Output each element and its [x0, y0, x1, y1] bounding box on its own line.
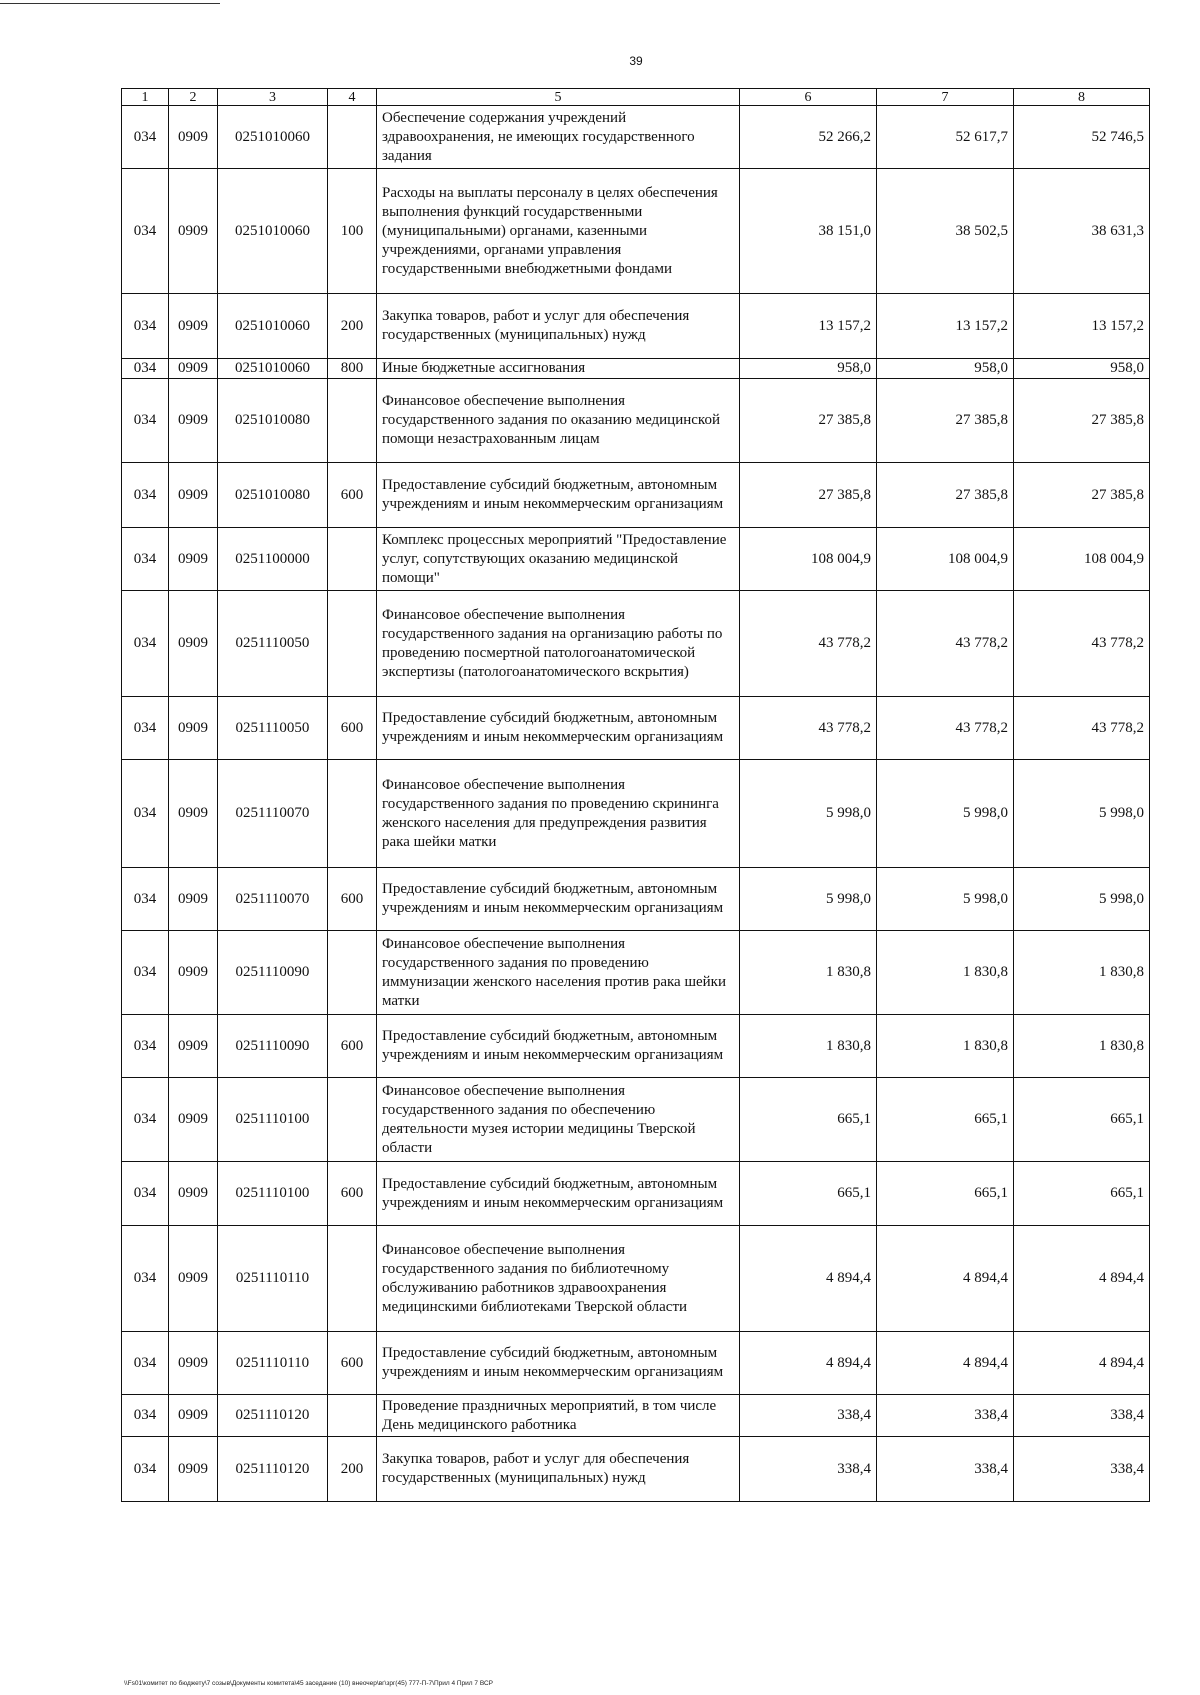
ministry-code-cell: 034: [122, 379, 169, 463]
description-cell: Финансовое обеспечение выполнения государственного задания по обеспечению деятельности музея истории медицины Тверской области: [377, 1078, 740, 1162]
ministry-code-cell: 034: [122, 868, 169, 931]
description-cell: Предоставление субсидий бюджетным, автономным учреждениям и иным некоммерческим организациям: [377, 868, 740, 931]
amount-year2-cell: 43 778,2: [877, 591, 1014, 697]
target-article-cell: 0251010080: [218, 463, 328, 528]
col-header-8: 8: [1014, 89, 1150, 106]
amount-year2-cell: 38 502,5: [877, 169, 1014, 294]
amount-year3-cell: 665,1: [1014, 1078, 1150, 1162]
section-code-cell: 0909: [169, 1015, 218, 1078]
amount-year3-cell: 665,1: [1014, 1162, 1150, 1226]
table-header-row: [122, 89, 1150, 106]
target-article-cell: 0251010060: [218, 359, 328, 379]
expense-type-cell: 600: [328, 1015, 377, 1078]
budget-table: [121, 88, 1150, 1502]
ministry-code-cell: 034: [122, 1332, 169, 1395]
expense-type-cell: [328, 1395, 377, 1437]
expense-type-cell: [328, 106, 377, 169]
section-code-cell: 0909: [169, 379, 218, 463]
description-cell: Иные бюджетные ассигнования: [377, 359, 740, 379]
amount-year2-cell: 665,1: [877, 1162, 1014, 1226]
ministry-code-cell: 034: [122, 106, 169, 169]
target-article-cell: 0251110070: [218, 868, 328, 931]
ministry-code-cell: 034: [122, 1162, 169, 1226]
expense-type-cell: 800: [328, 359, 377, 379]
amount-year2-cell: 665,1: [877, 1078, 1014, 1162]
description-cell: Обеспечение содержания учреждений здравоохранения, не имеющих государственного задания: [377, 106, 740, 169]
expense-type-cell: 600: [328, 697, 377, 760]
description-cell: Закупка товаров, работ и услуг для обеспечения государственных (муниципальных) нужд: [377, 1437, 740, 1502]
amount-year3-cell: 338,4: [1014, 1395, 1150, 1437]
description-cell: Финансовое обеспечение выполнения государственного задания по оказанию медицинской помощи незастрахованным лицам: [377, 379, 740, 463]
expense-type-cell: [328, 591, 377, 697]
table-row: [122, 868, 1150, 931]
amount-year2-cell: 1 830,8: [877, 1015, 1014, 1078]
ministry-code-cell: 034: [122, 591, 169, 697]
table-row: [122, 528, 1150, 591]
amount-year1-cell: 5 998,0: [740, 760, 877, 868]
amount-year3-cell: 338,4: [1014, 1437, 1150, 1502]
expense-type-cell: 600: [328, 463, 377, 528]
target-article-cell: 0251110100: [218, 1162, 328, 1226]
amount-year1-cell: 13 157,2: [740, 294, 877, 359]
amount-year3-cell: 27 385,8: [1014, 379, 1150, 463]
amount-year1-cell: 338,4: [740, 1437, 877, 1502]
description-cell: Предоставление субсидий бюджетным, автономным учреждениям и иным некоммерческим организациям: [377, 1162, 740, 1226]
ministry-code-cell: 034: [122, 169, 169, 294]
description-cell: Комплекс процессных мероприятий "Предоставление услуг, сопутствующих оказанию медицинской помощи": [377, 528, 740, 591]
section-code-cell: 0909: [169, 868, 218, 931]
ministry-code-cell: 034: [122, 1395, 169, 1437]
amount-year2-cell: 4 894,4: [877, 1226, 1014, 1332]
target-article-cell: 0251110120: [218, 1437, 328, 1502]
amount-year3-cell: 38 631,3: [1014, 169, 1150, 294]
amount-year2-cell: 1 830,8: [877, 931, 1014, 1015]
amount-year3-cell: 52 746,5: [1014, 106, 1150, 169]
amount-year3-cell: 13 157,2: [1014, 294, 1150, 359]
target-article-cell: 0251010080: [218, 379, 328, 463]
amount-year1-cell: 1 830,8: [740, 931, 877, 1015]
amount-year1-cell: 1 830,8: [740, 1015, 877, 1078]
expense-type-cell: 600: [328, 1162, 377, 1226]
description-cell: Финансовое обеспечение выполнения государственного задания по проведению скрининга женского населения для предупреждения развития рака шейки матки: [377, 760, 740, 868]
section-code-cell: 0909: [169, 1226, 218, 1332]
amount-year3-cell: 5 998,0: [1014, 760, 1150, 868]
target-article-cell: 0251010060: [218, 169, 328, 294]
amount-year2-cell: 43 778,2: [877, 697, 1014, 760]
page-number: 39: [629, 54, 643, 68]
table-row: [122, 463, 1150, 528]
col-header-4: 4: [328, 89, 377, 106]
table-row: [122, 359, 1150, 379]
amount-year2-cell: 27 385,8: [877, 379, 1014, 463]
description-cell: Предоставление субсидий бюджетным, автономным учреждениям и иным некоммерческим организациям: [377, 1332, 740, 1395]
amount-year2-cell: 5 998,0: [877, 760, 1014, 868]
col-header-7: 7: [877, 89, 1014, 106]
col-header-5: 5: [377, 89, 740, 106]
ministry-code-cell: 034: [122, 528, 169, 591]
target-article-cell: 0251110090: [218, 931, 328, 1015]
section-code-cell: 0909: [169, 760, 218, 868]
amount-year2-cell: 338,4: [877, 1437, 1014, 1502]
amount-year2-cell: 958,0: [877, 359, 1014, 379]
description-cell: Финансовое обеспечение выполнения государственного задания по проведению иммунизации женского населения против рака шейки матки: [377, 931, 740, 1015]
target-article-cell: 0251110110: [218, 1332, 328, 1395]
col-header-1: 1: [122, 89, 169, 106]
amount-year1-cell: 338,4: [740, 1395, 877, 1437]
table-row: [122, 1437, 1150, 1502]
amount-year1-cell: 108 004,9: [740, 528, 877, 591]
scan-edge-line: [0, 3, 220, 4]
ministry-code-cell: 034: [122, 359, 169, 379]
expense-type-cell: 200: [328, 1437, 377, 1502]
table-body: [122, 106, 1150, 1502]
target-article-cell: 0251110070: [218, 760, 328, 868]
table-row: [122, 1226, 1150, 1332]
amount-year2-cell: 27 385,8: [877, 463, 1014, 528]
description-cell: Расходы на выплаты персоналу в целях обеспечения выполнения функций государственными (муниципальными) органами, казенными учреждениями, органами управления государственными внебюджетными фондами: [377, 169, 740, 294]
expense-type-cell: [328, 1226, 377, 1332]
ministry-code-cell: 034: [122, 294, 169, 359]
ministry-code-cell: 034: [122, 1078, 169, 1162]
table-row: [122, 1078, 1150, 1162]
description-cell: Предоставление субсидий бюджетным, автономным учреждениям и иным некоммерческим организациям: [377, 697, 740, 760]
description-cell: Закупка товаров, работ и услуг для обеспечения государственных (муниципальных) нужд: [377, 294, 740, 359]
amount-year3-cell: 43 778,2: [1014, 697, 1150, 760]
amount-year1-cell: 5 998,0: [740, 868, 877, 931]
amount-year1-cell: 4 894,4: [740, 1226, 877, 1332]
table-row: [122, 1332, 1150, 1395]
amount-year1-cell: 958,0: [740, 359, 877, 379]
amount-year1-cell: 27 385,8: [740, 379, 877, 463]
amount-year3-cell: 958,0: [1014, 359, 1150, 379]
table-row: [122, 106, 1150, 169]
amount-year1-cell: 38 151,0: [740, 169, 877, 294]
section-code-cell: 0909: [169, 528, 218, 591]
section-code-cell: 0909: [169, 106, 218, 169]
amount-year3-cell: 1 830,8: [1014, 1015, 1150, 1078]
expense-type-cell: [328, 760, 377, 868]
ministry-code-cell: 034: [122, 1437, 169, 1502]
amount-year1-cell: 665,1: [740, 1162, 877, 1226]
amount-year3-cell: 4 894,4: [1014, 1226, 1150, 1332]
ministry-code-cell: 034: [122, 697, 169, 760]
table-row: [122, 931, 1150, 1015]
col-header-3: 3: [218, 89, 328, 106]
expense-type-cell: 600: [328, 868, 377, 931]
ministry-code-cell: 034: [122, 1226, 169, 1332]
expense-type-cell: 100: [328, 169, 377, 294]
expense-type-cell: 600: [328, 1332, 377, 1395]
amount-year3-cell: 4 894,4: [1014, 1332, 1150, 1395]
amount-year3-cell: 108 004,9: [1014, 528, 1150, 591]
section-code-cell: 0909: [169, 697, 218, 760]
amount-year2-cell: 4 894,4: [877, 1332, 1014, 1395]
section-code-cell: 0909: [169, 359, 218, 379]
table-row: [122, 169, 1150, 294]
amount-year3-cell: 5 998,0: [1014, 868, 1150, 931]
section-code-cell: 0909: [169, 463, 218, 528]
amount-year3-cell: 1 830,8: [1014, 931, 1150, 1015]
amount-year1-cell: 27 385,8: [740, 463, 877, 528]
section-code-cell: 0909: [169, 1162, 218, 1226]
amount-year1-cell: 43 778,2: [740, 697, 877, 760]
col-header-2: 2: [169, 89, 218, 106]
section-code-cell: 0909: [169, 591, 218, 697]
table-row: [122, 760, 1150, 868]
description-cell: Финансовое обеспечение выполнения государственного задания на организацию работы по проведению посмертной патологоанатомической экспертизы (патологоанатомического вскрытия): [377, 591, 740, 697]
table-row: [122, 697, 1150, 760]
ministry-code-cell: 034: [122, 760, 169, 868]
target-article-cell: 0251110110: [218, 1226, 328, 1332]
expense-type-cell: [328, 379, 377, 463]
expense-type-cell: 200: [328, 294, 377, 359]
amount-year2-cell: 13 157,2: [877, 294, 1014, 359]
section-code-cell: 0909: [169, 1332, 218, 1395]
description-cell: Финансовое обеспечение выполнения государственного задания по библиотечному обслуживанию работников здравоохранения медицинскими библиотеками Тверской области: [377, 1226, 740, 1332]
col-header-6: 6: [740, 89, 877, 106]
amount-year2-cell: 5 998,0: [877, 868, 1014, 931]
table-row: [122, 591, 1150, 697]
target-article-cell: 0251110090: [218, 1015, 328, 1078]
amount-year2-cell: 338,4: [877, 1395, 1014, 1437]
target-article-cell: 0251110120: [218, 1395, 328, 1437]
target-article-cell: 0251100000: [218, 528, 328, 591]
section-code-cell: 0909: [169, 169, 218, 294]
amount-year2-cell: 52 617,7: [877, 106, 1014, 169]
section-code-cell: 0909: [169, 1078, 218, 1162]
table-row: [122, 1395, 1150, 1437]
target-article-cell: 0251010060: [218, 294, 328, 359]
expense-type-cell: [328, 1078, 377, 1162]
ministry-code-cell: 034: [122, 931, 169, 1015]
amount-year2-cell: 108 004,9: [877, 528, 1014, 591]
table-row: [122, 1162, 1150, 1226]
amount-year1-cell: 43 778,2: [740, 591, 877, 697]
section-code-cell: 0909: [169, 931, 218, 1015]
amount-year1-cell: 665,1: [740, 1078, 877, 1162]
section-code-cell: 0909: [169, 294, 218, 359]
target-article-cell: 0251010060: [218, 106, 328, 169]
ministry-code-cell: 034: [122, 1015, 169, 1078]
description-cell: Предоставление субсидий бюджетным, автономным учреждениям и иным некоммерческим организациям: [377, 1015, 740, 1078]
footer-file-path: \\Fs01\комитет по бюджету\7 созыв\Документы комитета\45 заседание (10) внеочер\вг\зрг(45) 777-П-7\Прил 4 Прил 7 ВСР: [124, 1680, 493, 1687]
section-code-cell: 0909: [169, 1437, 218, 1502]
description-cell: Проведение праздничных мероприятий, в том числе День медицинского работника: [377, 1395, 740, 1437]
amount-year3-cell: 43 778,2: [1014, 591, 1150, 697]
table-row: [122, 379, 1150, 463]
expense-type-cell: [328, 528, 377, 591]
amount-year1-cell: 4 894,4: [740, 1332, 877, 1395]
description-cell: Предоставление субсидий бюджетным, автономным учреждениям и иным некоммерческим организациям: [377, 463, 740, 528]
target-article-cell: 0251110050: [218, 697, 328, 760]
ministry-code-cell: 034: [122, 463, 169, 528]
target-article-cell: 0251110050: [218, 591, 328, 697]
table-row: [122, 294, 1150, 359]
expense-type-cell: [328, 931, 377, 1015]
section-code-cell: 0909: [169, 1395, 218, 1437]
amount-year3-cell: 27 385,8: [1014, 463, 1150, 528]
target-article-cell: 0251110100: [218, 1078, 328, 1162]
table-row: [122, 1015, 1150, 1078]
amount-year1-cell: 52 266,2: [740, 106, 877, 169]
